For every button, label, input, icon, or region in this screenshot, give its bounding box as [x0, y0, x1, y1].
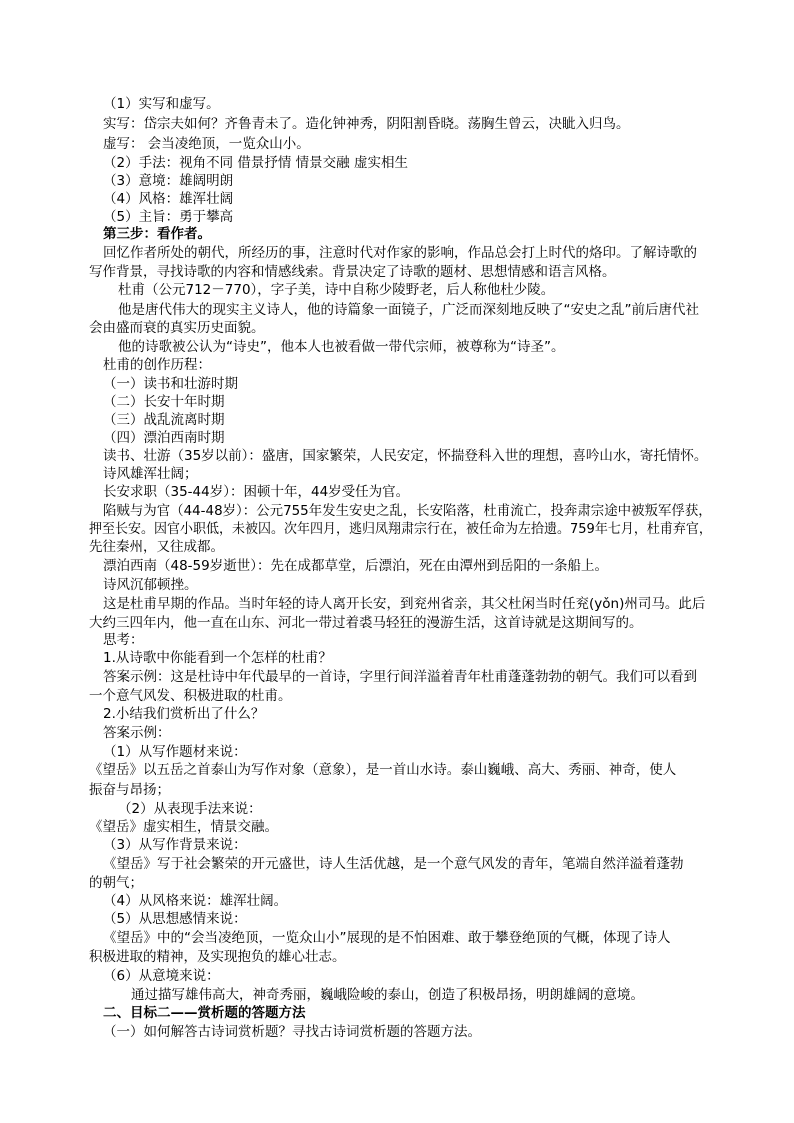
text-line: 押至长安。因官小职低，未被囚。次年四月，逃归凤翔肃宗行在，被任命为左拾遗。759年七月，杜甫弃官， — [89, 521, 712, 537]
text-line: 长安求职（35-44岁）：困顿十年，44岁受任为官。 — [103, 484, 410, 500]
text-line: 《望岳》虚实相生，情景交融。 — [89, 819, 278, 835]
text-line: （四）漂泊西南时期 — [103, 430, 225, 446]
text-line: 大约三四年内，他一直在山东、河北一带过着裘马轻狂的漫游生活，这首诗就是这期间写的。 — [89, 615, 643, 631]
text-line: （1）从写作题材来说： — [103, 744, 247, 760]
text-line: 的朝气； — [89, 875, 143, 891]
text-line: （6）从意境来说： — [103, 968, 220, 984]
text-line: 答案示例： — [103, 725, 171, 741]
text-line: 实写：岱宗夫如何？齐鲁青未了。造化钟神秀，阴阳割昏晓。荡胸生曾云，决眦入归鸟。 — [103, 116, 630, 132]
text-line: 陷贼与为官（44-48岁）：公元755年发生安史之乱，长安陷落，杜甫流亡，投奔肃宗途中被叛军俘获， — [103, 503, 712, 519]
text-line: （三）战乱流离时期 — [103, 412, 225, 428]
text-line: （4）风格：雄浑壮阔 — [103, 191, 234, 207]
section-heading: 第三步：看作者。 — [103, 226, 211, 242]
text-line: 一个意气风发、积极进取的杜甫。 — [89, 688, 292, 704]
text-line: 先往秦州，又往成都。 — [89, 539, 224, 555]
section-heading: 二、目标二——赏析题的答题方法 — [103, 1005, 306, 1021]
text-line: （5）主旨：勇于攀高 — [103, 209, 234, 225]
text-line: 《望岳》写于社会繁荣的开元盛世，诗人生活优越，是一个意气风发的青年，笔端自然洋溢着蓬勃 — [103, 856, 684, 872]
text-line: （3）意境：雄阔明朗 — [103, 173, 234, 189]
text-line: 杜甫的创作历程： — [103, 357, 211, 373]
text-line: （1）实写和虚写。 — [103, 96, 220, 112]
text-line: 《望岳》中的“会当凌绝顶，一览众山小”展现的是不怕困难、敢于攀登绝顶的气概，体现了诗人 — [103, 930, 671, 946]
text-line: （5）从思想感情来说： — [103, 911, 247, 927]
text-line: 诗风沉郁顿挫。 — [103, 577, 198, 593]
text-line: （一）如何解答古诗词赏析题？寻找古诗词赏析题的答题方法。 — [103, 1024, 481, 1040]
text-line: 振奋与昂扬； — [89, 782, 170, 798]
text-line: 读书、壮游（35岁以前）：盛唐，国家繁荣，人民安定，怀揣登科入世的理想，喜吟山水，寄托情怀。 — [103, 448, 708, 464]
text-line: 1.从诗歌中你能看到一个怎样的杜甫？ — [103, 650, 332, 666]
text-line: （2）手法：视角不同 借景抒情 情景交融 虚实相生 — [103, 155, 408, 171]
text-line: （4）从风格来说：雄浑壮阔。 — [103, 893, 288, 909]
text-line: 思考： — [103, 632, 144, 648]
text-line: 会由盛而衰的真实历史面貌。 — [89, 320, 265, 336]
text-line: 他是唐代伟大的现实主义诗人，他的诗篇象一面镜子，广泛而深刻地反映了“安史之乱”前后唐代社 — [118, 302, 699, 318]
text-line: （2）从表现手法来说： — [118, 801, 262, 817]
text-line: 漂泊西南（48-59岁逝世）：先在成都草堂，后漂泊，死在由潭州到岳阳的一条船上。 — [103, 558, 608, 574]
text-line: 虚写： 会当凌绝顶，一览众山小。 — [103, 136, 310, 152]
text-line: 通过描写雄伟高大，神奇秀丽，巍峨险峻的泰山，创造了积极昂扬，明朗雄阔的意境。 — [131, 987, 644, 1003]
text-line: 诗风雄浑壮阔； — [103, 466, 198, 482]
text-line: 写作背景，寻找诗歌的内容和情感线索。背景决定了诗歌的题材、思想情感和语言风格。 — [89, 264, 616, 280]
text-line: 他的诗歌被公认为“诗史”，他本人也被看做一带代宗师，被尊称为“诗圣”。 — [118, 339, 565, 355]
text-line: （一）读书和壮游时期 — [103, 376, 238, 392]
text-line: 这是杜甫早期的作品。当时年轻的诗人离开长安，到兖州省亲，其父杜闲当时任兖(yǒn)州司马。此后 — [103, 596, 706, 612]
text-line: （二）长安十年时期 — [103, 394, 225, 410]
text-line: 积极进取的精神，及实现抱负的雄心壮志。 — [89, 949, 346, 965]
text-line: 2.小结我们赏析出了什么？ — [103, 706, 265, 722]
text-line: 回忆作者所处的朝代，所经历的事，注意时代对作家的影响，作品总会打上时代的烙印。了解诗歌的 — [103, 245, 697, 261]
text-line: 《望岳》以五岳之首泰山为写作对象（意象），是一首山水诗。泰山巍峨、高大、秀丽、神奇，使人 — [89, 762, 677, 778]
text-line: （3）从写作背景来说： — [103, 837, 247, 853]
text-line: 杜甫（公元712－770），字子美，诗中自称少陵野老，后人称他杜少陵。 — [118, 282, 555, 298]
text-line: 答案示例：这是杜诗中年代最早的一首诗，字里行间洋溢着青年杜甫蓬蓬勃勃的朝气。我们可以看到 — [103, 669, 697, 685]
